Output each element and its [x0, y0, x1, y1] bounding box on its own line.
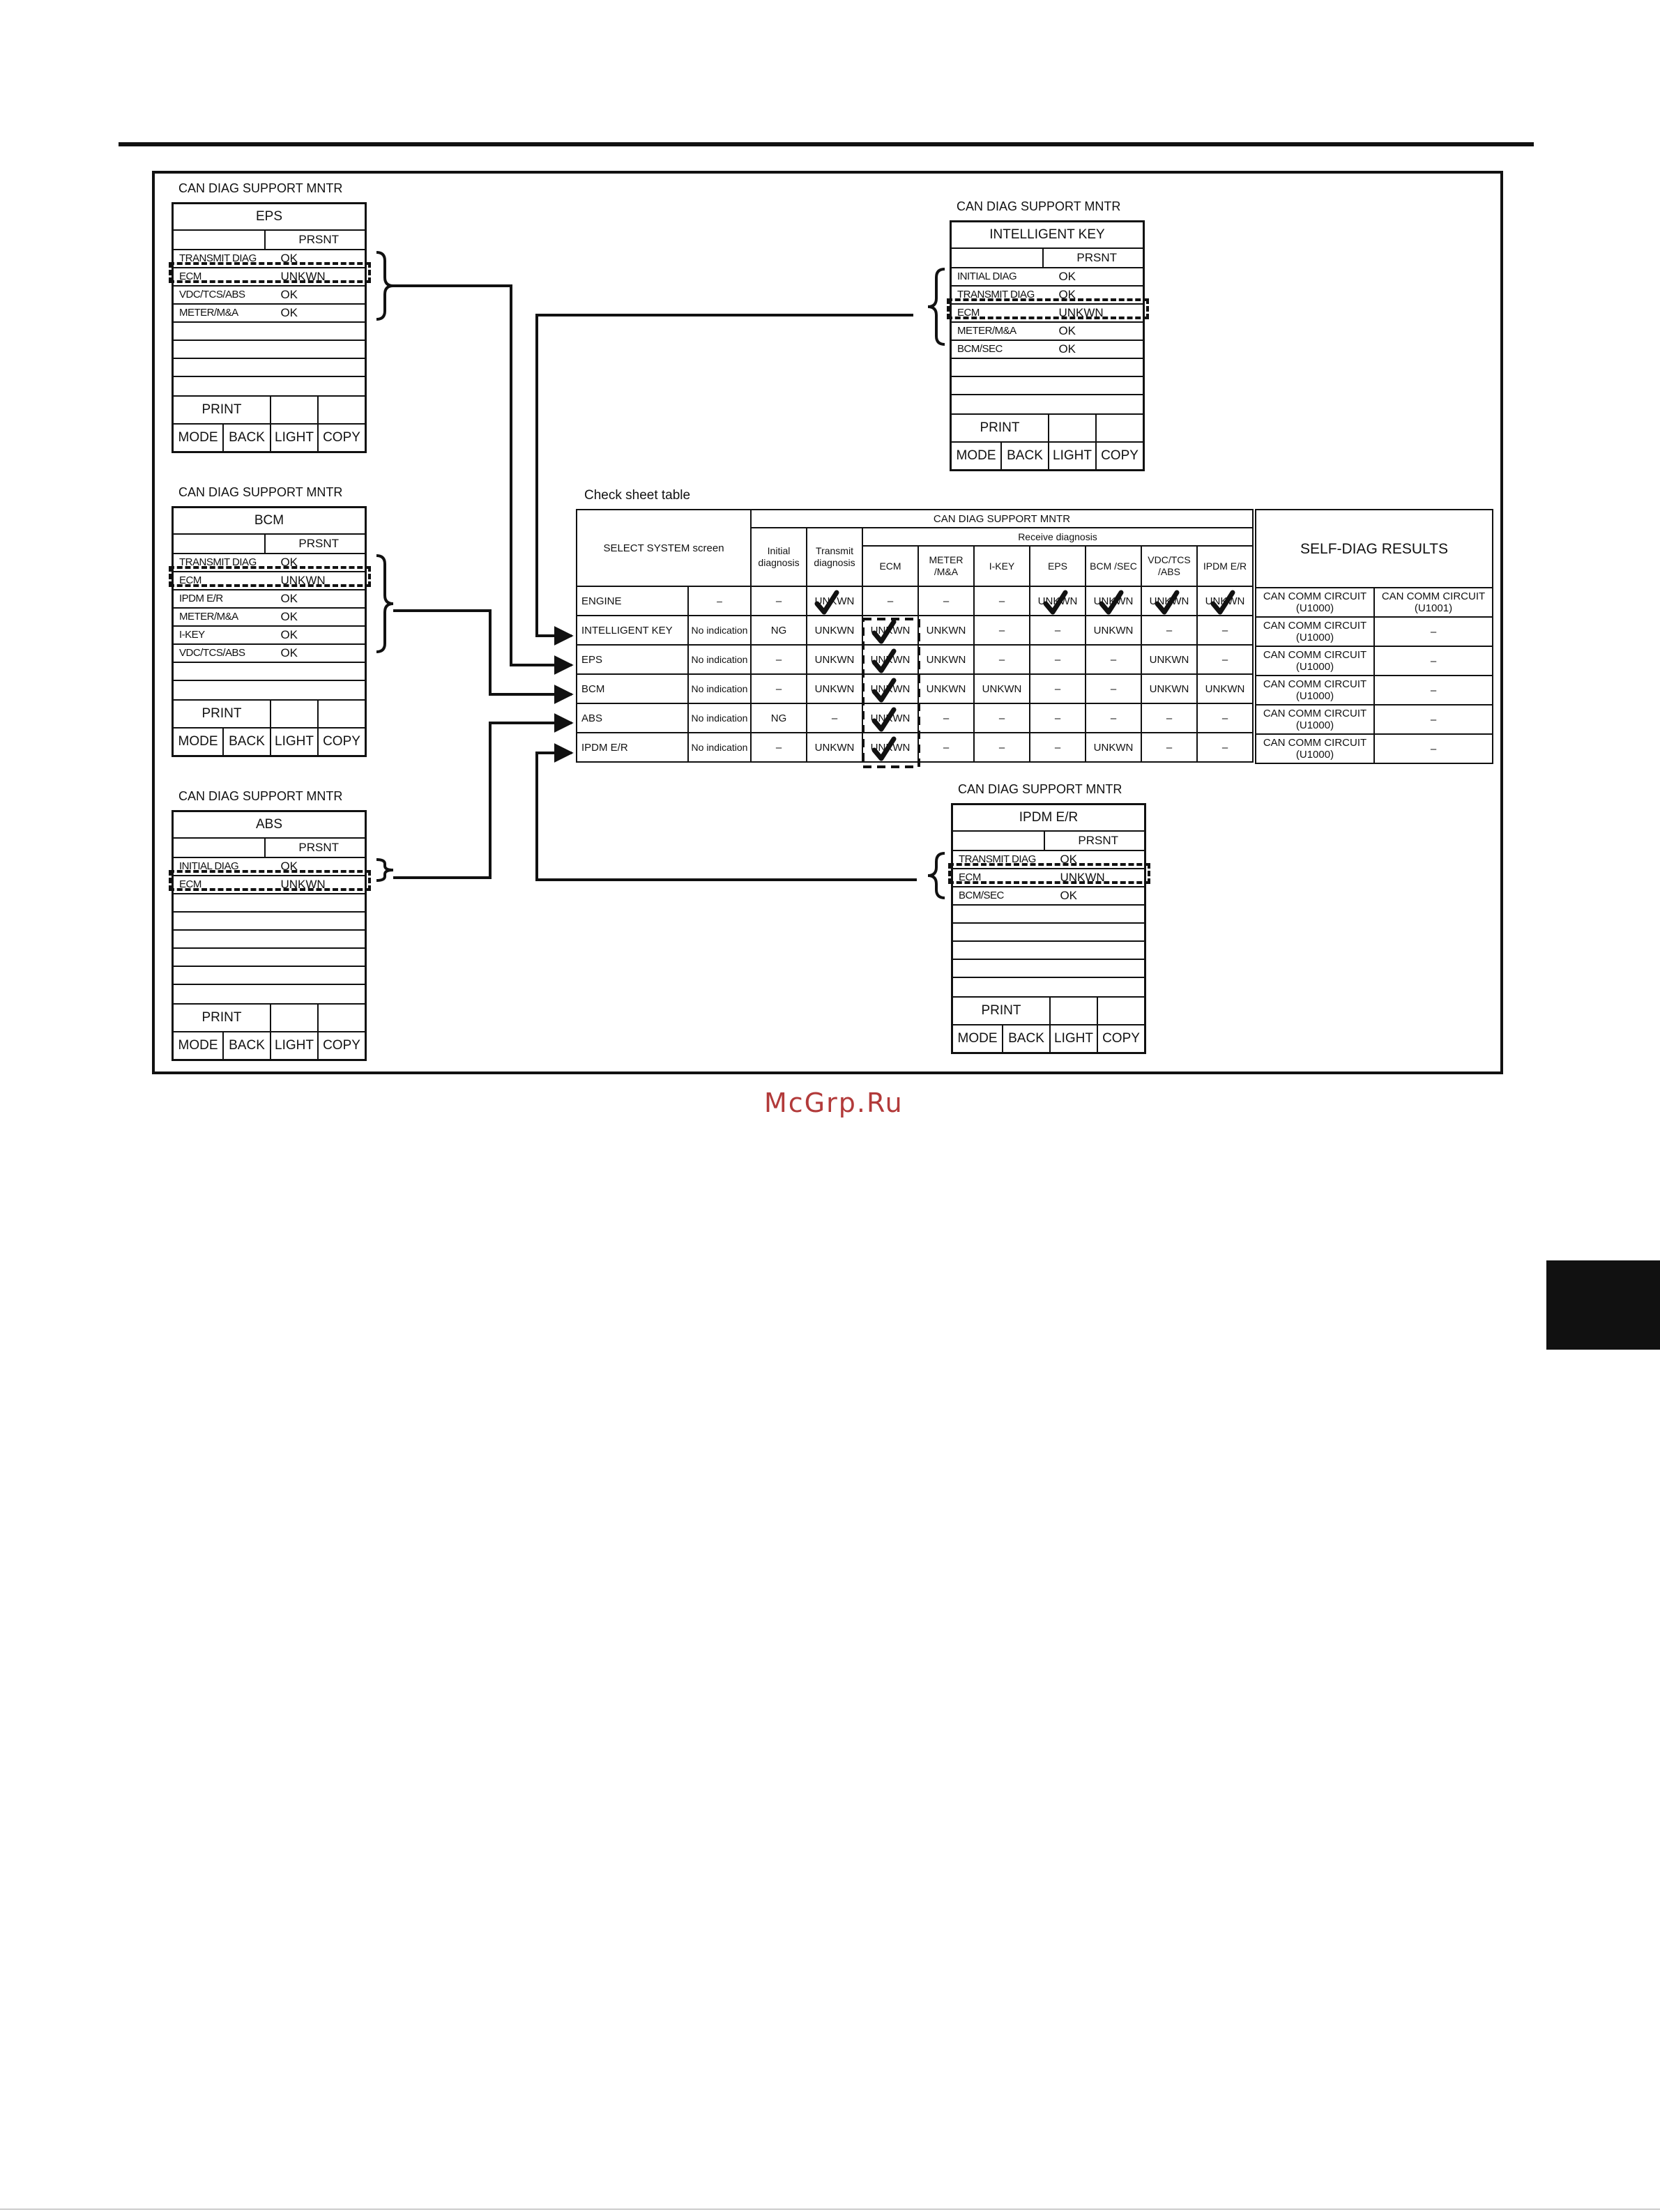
- receive-diag-cell: UNKWN: [1197, 674, 1253, 703]
- receive-diag-cell: –: [974, 616, 1030, 645]
- monitor-title: ABS: [174, 812, 365, 839]
- watermark: McGrp.Ru: [764, 1088, 904, 1118]
- receive-diag-cell: UNKWN: [974, 674, 1030, 703]
- row-item: ECM: [179, 574, 201, 586]
- self-diag-row: [1256, 617, 1493, 646]
- copy-button[interactable]: COPY: [323, 1038, 360, 1053]
- row-item: BCM/SEC: [957, 343, 1003, 355]
- row-item: INITIAL DIAG: [957, 270, 1017, 282]
- row-value: OK: [280, 592, 298, 605]
- check-sheet-table: [576, 509, 1254, 763]
- abs-bracket: [376, 860, 393, 880]
- receive-diag-cell: UNKWN: [918, 674, 974, 703]
- receive-col-header: I-KEY: [974, 546, 1030, 586]
- ecm-highlight: [948, 863, 1150, 884]
- self-diag-table: [1255, 509, 1493, 764]
- receive-col-header: ECM: [862, 546, 918, 586]
- monitor-caption: CAN DIAG SUPPORT MNTR: [957, 199, 1121, 213]
- receive-diag-cell: –: [974, 645, 1030, 674]
- ipdm-link: [537, 753, 917, 880]
- system-name-cell: IPDM E/R: [577, 733, 688, 762]
- self-diag-cell: CAN COMM CIRCUIT (U1000): [1256, 617, 1374, 646]
- eps-monitor: [172, 181, 367, 453]
- ecm-highlight: [169, 566, 371, 587]
- transmit-diag-cell: UNKWN: [807, 645, 862, 674]
- self-diag-cell: –: [1374, 705, 1493, 734]
- self-diag-cell: CAN COMM CIRCUIT (U1000): [1256, 705, 1374, 734]
- self-diag-cell: CAN COMM CIRCUIT (U1001): [1374, 588, 1493, 617]
- transmit-diag-cell: –: [807, 703, 862, 733]
- receive-diag-cell: UNKWN: [862, 616, 918, 645]
- copy-button[interactable]: COPY: [1102, 1031, 1140, 1046]
- self-diag-cell: CAN COMM CIRCUIT (U1000): [1256, 588, 1374, 617]
- table-row: [577, 645, 1253, 674]
- initial-diag-header: Initial diagnosis: [751, 528, 807, 586]
- row-value: UNKWN: [1058, 306, 1104, 319]
- select-screen-cell: –: [688, 586, 751, 616]
- back-button[interactable]: BACK: [1003, 1025, 1051, 1052]
- print-button[interactable]: PRINT: [174, 1005, 271, 1031]
- row-value: OK: [1058, 324, 1076, 337]
- row-value: OK: [280, 288, 298, 301]
- transmit-diag-cell: UNKWN: [807, 586, 862, 616]
- page-bottom-edge: [0, 2209, 1660, 2210]
- receive-diag-cell: –: [974, 733, 1030, 762]
- row-value: OK: [1058, 270, 1076, 283]
- ecm-highlight: [169, 870, 371, 891]
- receive-diag-cell: UNKWN: [862, 674, 918, 703]
- receive-diag-cell: UNKWN: [918, 645, 974, 674]
- abs-link: [393, 723, 572, 878]
- table-row: [577, 616, 1253, 645]
- receive-diag-cell: UNKWN: [1086, 586, 1141, 616]
- receive-col-header: METER /M&A: [918, 546, 974, 586]
- prsnt-label: PRSNT: [1076, 251, 1118, 264]
- receive-diag-cell: –: [1197, 703, 1253, 733]
- mode-button[interactable]: MODE: [174, 425, 224, 451]
- row-item: TRANSMIT DIAG: [957, 289, 1035, 300]
- row-item: METER/M&A: [957, 325, 1016, 337]
- can-mntr-header: CAN DIAG SUPPORT MNTR: [751, 510, 1253, 528]
- receive-diag-cell: –: [1086, 674, 1141, 703]
- receive-diag-cell: UNKWN: [862, 703, 918, 733]
- receive-diag-cell: –: [918, 586, 974, 616]
- receive-diag-cell: UNKWN: [1197, 586, 1253, 616]
- system-name-cell: INTELLIGENT KEY: [577, 616, 688, 645]
- self-diag-row: [1256, 646, 1493, 676]
- table-row: [577, 733, 1253, 762]
- mode-button[interactable]: MODE: [953, 1025, 1003, 1052]
- row-item: I-KEY: [179, 629, 205, 641]
- prsnt-label: PRSNT: [298, 537, 340, 550]
- select-system-header: SELECT SYSTEM screen: [577, 510, 751, 586]
- row-item: VDC/TCS/ABS: [179, 289, 245, 300]
- receive-diag-cell: –: [1030, 616, 1086, 645]
- initial-diag-cell: NG: [751, 703, 807, 733]
- receive-diag-cell: –: [1197, 645, 1253, 674]
- receive-diag-cell: –: [974, 703, 1030, 733]
- ecm-highlight: [947, 298, 1149, 319]
- receive-diag-cell: –: [1141, 616, 1197, 645]
- row-value: OK: [1060, 889, 1077, 902]
- transmit-diag-cell: UNKWN: [807, 674, 862, 703]
- monitor-title: INTELLIGENT KEY: [952, 222, 1143, 249]
- receive-col-header: VDC/TCS /ABS: [1141, 546, 1197, 586]
- mode-button[interactable]: MODE: [952, 443, 1002, 469]
- copy-button[interactable]: COPY: [323, 430, 360, 445]
- receive-diag-cell: –: [918, 703, 974, 733]
- receive-diag-cell: UNKWN: [918, 616, 974, 645]
- receive-diag-cell: –: [1141, 733, 1197, 762]
- monitor-caption: CAN DIAG SUPPORT MNTR: [958, 782, 1122, 796]
- receive-diag-cell: UNKWN: [1086, 616, 1141, 645]
- receive-col-header: EPS: [1030, 546, 1086, 586]
- self-diag-header: SELF-DIAG RESULTS: [1256, 510, 1493, 588]
- light-button[interactable]: LIGHT: [1051, 1025, 1098, 1052]
- row-item: TRANSMIT DIAG: [959, 853, 1036, 865]
- table-row: [577, 703, 1253, 733]
- row-item: VDC/TCS/ABS: [179, 647, 245, 659]
- print-button[interactable]: PRINT: [174, 397, 271, 423]
- self-diag-cell: CAN COMM CIRCUIT (U1000): [1256, 646, 1374, 676]
- system-name-cell: EPS: [577, 645, 688, 674]
- prsnt-label: PRSNT: [298, 233, 340, 246]
- self-diag-cell: –: [1374, 676, 1493, 705]
- print-button[interactable]: PRINT: [953, 998, 1051, 1024]
- monitor-caption: CAN DIAG SUPPORT MNTR: [178, 485, 343, 499]
- prsnt-label: PRSNT: [1078, 834, 1119, 847]
- row-value: OK: [1058, 288, 1076, 301]
- copy-button[interactable]: COPY: [1101, 448, 1139, 463]
- back-button[interactable]: BACK: [224, 729, 271, 755]
- row-item: BCM/SEC: [959, 890, 1004, 901]
- select-screen-cell: No indication: [688, 616, 751, 645]
- receive-diag-cell: –: [1086, 703, 1141, 733]
- receive-diag-cell: –: [1197, 733, 1253, 762]
- receive-diag-cell: –: [1030, 645, 1086, 674]
- row-item: ECM: [179, 270, 201, 282]
- row-item: TRANSMIT DIAG: [179, 556, 257, 568]
- print-button[interactable]: PRINT: [174, 701, 271, 727]
- section-tab: [1546, 1260, 1660, 1350]
- row-item: ECM: [957, 307, 980, 319]
- receive-col-header: IPDM E/R: [1197, 546, 1253, 586]
- row-item: METER/M&A: [179, 611, 238, 623]
- monitor-caption: CAN DIAG SUPPORT MNTR: [178, 789, 343, 803]
- initial-diag-cell: –: [751, 733, 807, 762]
- select-screen-cell: No indication: [688, 645, 751, 674]
- receive-diag-cell: UNKWN: [862, 645, 918, 674]
- check-sheet-caption: Check sheet table: [584, 488, 691, 503]
- row-item: TRANSMIT DIAG: [179, 252, 257, 264]
- initial-diag-cell: –: [751, 586, 807, 616]
- receive-diag-cell: –: [1197, 616, 1253, 645]
- ecm-highlight: [169, 262, 371, 283]
- receive-diag-cell: UNKWN: [1086, 733, 1141, 762]
- mode-button[interactable]: MODE: [174, 1032, 224, 1059]
- receive-diag-cell: UNKWN: [1030, 586, 1086, 616]
- self-diag-cell: –: [1374, 734, 1493, 763]
- system-name-cell: ENGINE: [577, 586, 688, 616]
- row-item: INITIAL DIAG: [179, 860, 239, 872]
- copy-button[interactable]: COPY: [323, 734, 360, 749]
- row-item: IPDM E/R: [179, 593, 223, 604]
- light-button[interactable]: LIGHT: [271, 1032, 319, 1059]
- receive-diag-cell: UNKWN: [862, 733, 918, 762]
- receive-diag-cell: UNKWN: [1141, 645, 1197, 674]
- receive-diag-header: Receive diagnosis: [862, 528, 1253, 546]
- prsnt-label: PRSNT: [298, 841, 340, 854]
- self-diag-row: [1256, 734, 1493, 763]
- ipdm-monitor: [951, 782, 1146, 1054]
- row-value: OK: [280, 610, 298, 623]
- receive-diag-cell: –: [918, 733, 974, 762]
- bcm-bracket: [376, 556, 393, 652]
- initial-diag-cell: –: [751, 674, 807, 703]
- select-screen-cell: No indication: [688, 733, 751, 762]
- receive-diag-cell: –: [974, 586, 1030, 616]
- light-button[interactable]: LIGHT: [271, 425, 319, 451]
- row-value: OK: [280, 252, 298, 265]
- receive-diag-cell: –: [1030, 733, 1086, 762]
- self-diag-row: [1256, 705, 1493, 734]
- transmit-diag-cell: UNKWN: [807, 733, 862, 762]
- select-screen-cell: No indication: [688, 703, 751, 733]
- mode-button[interactable]: MODE: [174, 729, 224, 755]
- self-diag-row: [1256, 588, 1493, 617]
- monitor-title: BCM: [174, 508, 365, 535]
- ikey-bracket: [928, 269, 945, 344]
- receive-diag-cell: –: [1030, 703, 1086, 733]
- row-value: UNKWN: [280, 574, 326, 587]
- self-diag-cell: CAN COMM CIRCUIT (U1000): [1256, 734, 1374, 763]
- self-diag-cell: CAN COMM CIRCUIT (U1000): [1256, 676, 1374, 705]
- row-value: OK: [1060, 853, 1077, 866]
- row-value: UNKWN: [280, 878, 326, 891]
- self-diag-row: [1256, 676, 1493, 705]
- row-value: UNKWN: [1060, 871, 1105, 884]
- back-button[interactable]: BACK: [224, 1032, 271, 1059]
- receive-diag-cell: UNKWN: [1141, 674, 1197, 703]
- ipdm-bracket: [928, 853, 945, 898]
- row-value: OK: [1058, 342, 1076, 356]
- eps-link: [393, 286, 572, 665]
- system-name-cell: BCM: [577, 674, 688, 703]
- light-button[interactable]: LIGHT: [1049, 443, 1097, 469]
- self-diag-cell: –: [1374, 617, 1493, 646]
- row-value: OK: [280, 306, 298, 319]
- transmit-diag-cell: UNKWN: [807, 616, 862, 645]
- transmit-diag-header: Transmit diagnosis: [807, 528, 862, 586]
- row-item: ECM: [179, 878, 201, 890]
- monitor-caption: CAN DIAG SUPPORT MNTR: [178, 181, 343, 195]
- row-value: UNKWN: [280, 270, 326, 283]
- print-button[interactable]: PRINT: [952, 415, 1049, 441]
- table-row: [577, 674, 1253, 703]
- monitor-title: EPS: [174, 204, 365, 231]
- self-diag-cell: –: [1374, 646, 1493, 676]
- row-value: OK: [280, 628, 298, 641]
- row-value: OK: [280, 556, 298, 569]
- row-item: ECM: [959, 871, 981, 883]
- receive-diag-cell: –: [1030, 674, 1086, 703]
- table-row: [577, 586, 1253, 616]
- select-screen-cell: No indication: [688, 674, 751, 703]
- light-button[interactable]: LIGHT: [271, 729, 319, 755]
- monitor-title: IPDM E/R: [953, 805, 1144, 832]
- eps-bracket: [376, 252, 393, 319]
- bcm-monitor: [172, 485, 367, 757]
- initial-diag-cell: NG: [751, 616, 807, 645]
- back-button[interactable]: BACK: [1002, 443, 1049, 469]
- receive-diag-cell: –: [1141, 703, 1197, 733]
- intelligent-key-monitor: [950, 199, 1145, 471]
- back-button[interactable]: BACK: [224, 425, 271, 451]
- receive-col-header: BCM /SEC: [1086, 546, 1141, 586]
- system-name-cell: ABS: [577, 703, 688, 733]
- abs-monitor: [172, 789, 367, 1061]
- receive-diag-cell: –: [1086, 645, 1141, 674]
- row-value: OK: [280, 646, 298, 659]
- initial-diag-cell: –: [751, 645, 807, 674]
- row-item: METER/M&A: [179, 307, 238, 319]
- receive-diag-cell: UNKWN: [1141, 586, 1197, 616]
- receive-diag-cell: –: [862, 586, 918, 616]
- bcm-link: [393, 611, 572, 694]
- row-value: OK: [280, 860, 298, 873]
